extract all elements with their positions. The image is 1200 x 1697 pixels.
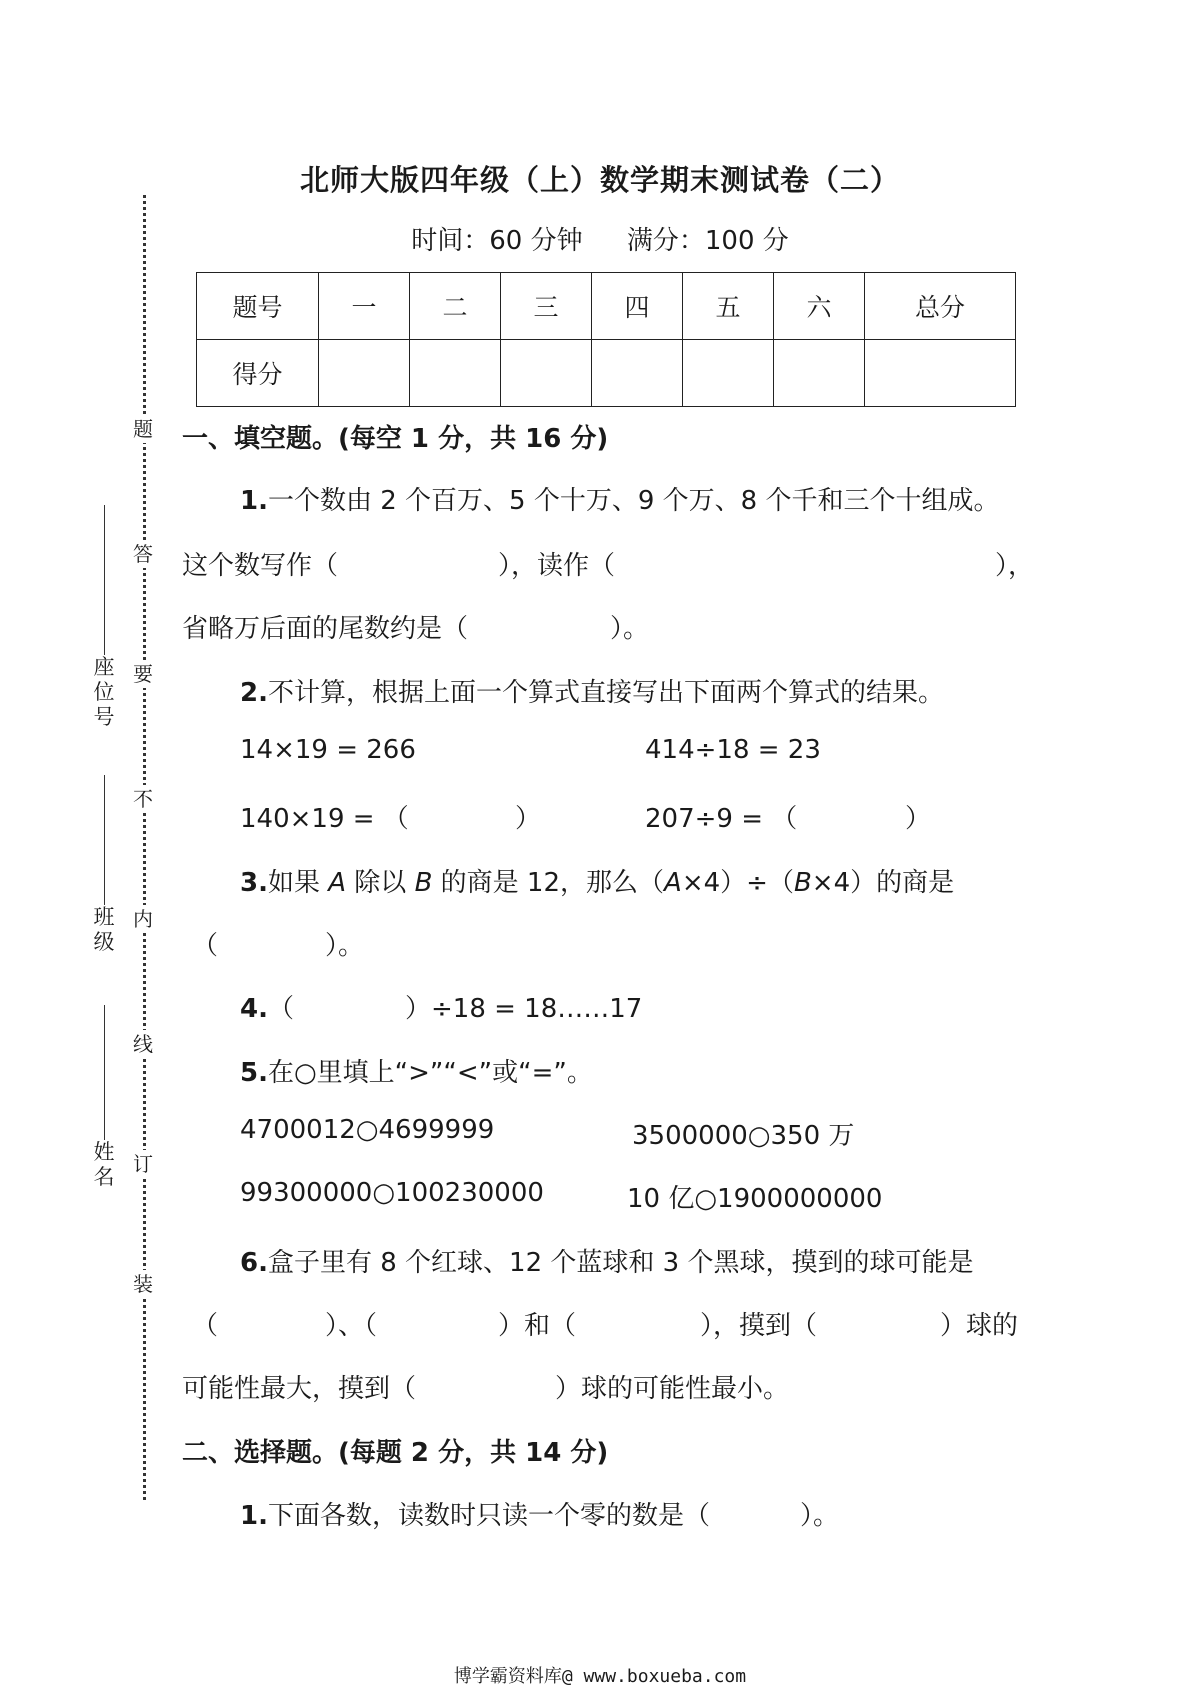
seat-number-underline [104,505,105,655]
score-row-label: 得分 [197,340,319,407]
q3-text: 除以 [346,868,415,898]
q6-blank-3-open: ）和（ [498,1311,577,1341]
score-table-header-cell: 四 [592,273,683,340]
q3-number: 3. [240,868,268,898]
seat-number-label: 座位号 [93,655,115,729]
q5-compare-1: 4700012○4699999 [240,1115,495,1145]
score-cell[interactable] [865,340,1016,407]
q2-equation-2: 414÷18 = 23 [645,735,821,765]
q6-text: 盒子里有 8 个红球、12 个蓝球和 3 个黑球，摸到的球可能是 [267,1248,974,1278]
time-limit: 时间：60 分钟 [411,226,583,256]
margin-char: 答 [128,540,158,568]
q2-equation-1: 14×19 = 266 [240,735,416,765]
score-table-header-cell: 一 [319,273,410,340]
margin-char: 要 [128,660,158,688]
q5-number: 5. [240,1058,268,1088]
q5-compare-4: 10 亿○1900000000 [627,1184,883,1214]
score-table-header-cell: 五 [683,273,774,340]
q6-line3-end: ）球的可能性最小。 [555,1374,790,1404]
q5-compare-3: 99300000○100230000 [240,1178,544,1208]
q2-equation-3-start: 140×19 = （ [240,804,409,834]
margin-char: 内 [128,905,158,933]
score-table-header-row [197,273,1016,340]
q6-number: 6. [240,1248,268,1278]
margin-char: 线 [128,1030,158,1058]
margin-char: 订 [128,1150,158,1178]
q2-line1 [240,672,944,709]
q3-line2-start: （ [192,931,219,961]
q1-line2-start: 这个数写作（ [182,551,339,581]
q6-blank-4-open: ），摸到（ [700,1311,818,1341]
q1-line3-end: ）。 [610,614,650,644]
s2-q1-number: 1. [240,1501,268,1531]
q4-bracket: （ [267,994,294,1024]
class-underline [104,775,105,905]
score-table-header-cell: 总分 [865,273,1016,340]
score-cell[interactable] [501,340,592,407]
q5-line1 [240,1052,593,1089]
score-cell[interactable] [410,340,501,407]
q2-number: 2. [240,678,268,708]
section1-heading: 一、填空题。(每空 1 分，共 16 分) [182,424,609,454]
q2-text: 不计算，根据上面一个算式直接写出下面两个算式的结果。 [267,678,944,708]
q3-text: ×4）÷（ [681,868,794,898]
s2-q1-line-start [240,1495,710,1532]
name-field[interactable] [84,1005,124,1190]
q1-line1 [240,480,999,517]
q1-line2-end: ）， [995,551,1035,581]
q6-line3-start: 可能性最大，摸到（ [182,1374,417,1404]
q3-var-b: B [793,868,812,898]
q1-line3-start: 省略万后面的尾数约是（ [182,614,469,644]
name-label: 姓名 [93,1140,115,1189]
q3-line1 [240,862,954,899]
q3-text: ×4）的商是 [811,868,955,898]
s2-q1-text: 下面各数，读数时只读一个零的数是（ [267,1501,710,1531]
score-cell[interactable] [774,340,865,407]
q3-line2-end: ）。 [325,931,365,961]
score-cell[interactable] [319,340,410,407]
score-table-header-cell: 二 [410,273,501,340]
q6-line2-end: ）球的 [940,1311,1019,1341]
name-underline [104,1005,105,1140]
q3-text: 如果 [267,868,329,898]
footer-watermark: 博学霸资料库@ www.boxueba.com [453,1666,747,1687]
q6-line1 [240,1242,973,1279]
margin-char: 不 [128,785,158,813]
section2-heading: 二、选择题。(每题 2 分，共 14 分) [182,1438,609,1468]
score-cell[interactable] [592,340,683,407]
score-table-header-cell: 题号 [197,273,319,340]
q3-var-a: A [664,868,682,898]
seat-number-field[interactable] [84,505,124,730]
exam-info [0,220,1200,257]
class-field[interactable] [84,775,124,955]
q1-number: 1. [240,486,268,516]
s2-q1-line-end: ）。 [800,1501,840,1531]
binding-dotted-line [143,195,146,1500]
q6-blank-1-open: （ [192,1311,219,1341]
q1-line2-mid: ），读作（ [498,551,616,581]
margin-char: 装 [128,1270,158,1298]
q1-text: 一个数由 2 个百万、5 个十万、9 个万、8 个千和三个十组成。 [267,486,1000,516]
class-label: 班级 [93,905,115,954]
q4-line-start [240,988,294,1025]
q3-text: 的商是 12，那么（ [432,868,665,898]
exam-title: 北师大版四年级（上）数学期末测试卷（二） [299,163,900,197]
q4-number: 4. [240,994,268,1024]
score-table-header-cell: 六 [774,273,865,340]
q4-line-end: ）÷18 = 18……17 [405,994,643,1024]
score-table [196,272,1016,407]
full-score: 满分：100 分 [626,226,789,256]
q3-var-a: A [328,868,347,898]
score-table-header-cell: 三 [501,273,592,340]
q5-text: 在○里填上“>”“<”或“=”。 [267,1058,593,1088]
q2-equation-4-start: 207÷9 = （ [645,804,798,834]
q2-equation-3-end: ） [515,804,542,834]
q3-var-b: B [414,868,433,898]
q6-blank-2-open: ）、（ [325,1311,378,1341]
q2-equation-4-end: ） [905,804,932,834]
q5-compare-2: 3500000○350 万 [632,1121,855,1151]
score-cell[interactable] [683,340,774,407]
score-table-score-row [197,340,1016,407]
margin-char: 题 [128,415,158,443]
